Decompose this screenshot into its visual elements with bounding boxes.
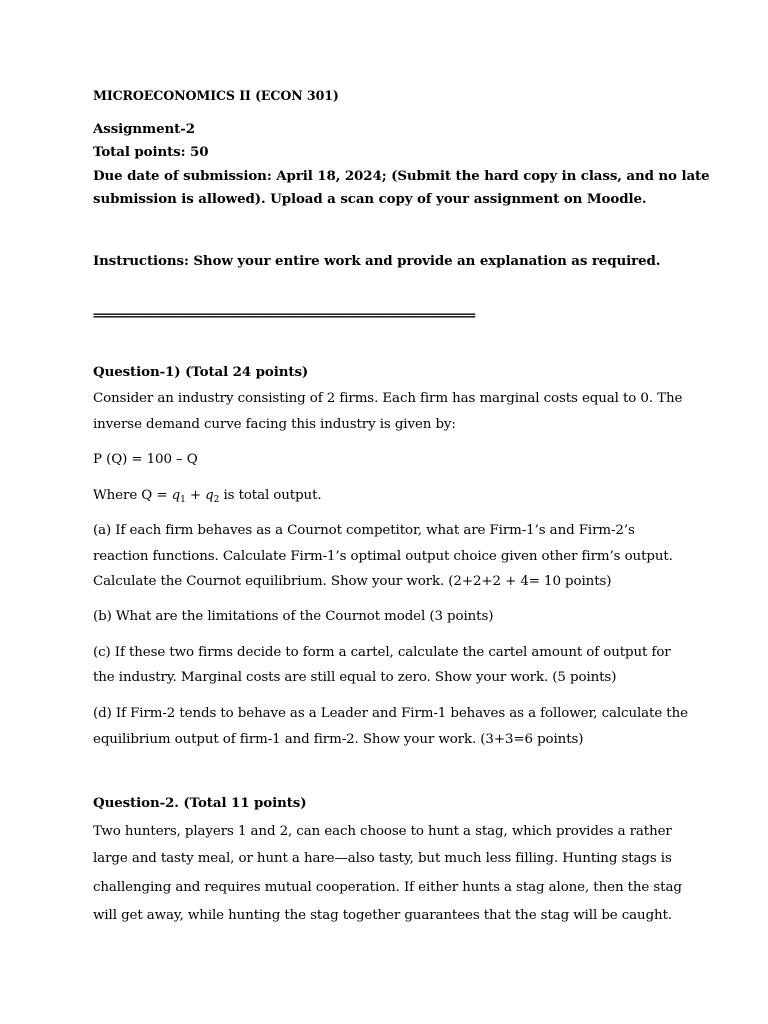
course-title: MICROECONOMICS II (ECON 301) (93, 88, 339, 103)
question-2-line-1: Two hunters, players 1 and 2, can each choose to hunt a stag, which provides a rather (93, 824, 672, 839)
question-1-intro-line-2: inverse demand curve facing this industry is given by: (93, 417, 456, 432)
demand-equation: P (Q) = 100 – Q (93, 452, 198, 467)
part-c-line-2: the industry. Marginal costs are still equal to zero. Show your work. (5 points) (93, 670, 617, 685)
separator-line: ================================================================== (93, 308, 475, 322)
part-d-line-2: equilibrium output of firm-1 and firm-2. Show your work. (3+3=6 points) (93, 732, 584, 747)
question-2-line-4: will get away, while hunting the stag together guarantees that the stag will be caught. (93, 908, 673, 923)
question-1-intro-line-1: Consider an industry consisting of 2 firms. Each firm has marginal costs equal to 0. The (93, 391, 683, 406)
assignment-label: Assignment-2 (93, 121, 195, 137)
part-b: (b) What are the limitations of the Cournot model (3 points) (93, 609, 494, 624)
q2-symbol: $q_2$ (205, 488, 220, 505)
instructions: Instructions: Show your entire work and provide an explanation as required. (93, 253, 661, 269)
question-2-line-2: large and tasty meal, or hunt a hare—also tasty, but much less filling. Hunting stags is (93, 851, 672, 866)
part-c-line-1: (c) If these two firms decide to form a cartel, calculate the cartel amount of output for (93, 645, 671, 660)
question-2-heading: Question-2. (Total 11 points) (93, 795, 307, 811)
due-date-line-1: Due date of submission: April 18, 2024; (Submit the hard copy in class, and no late (93, 168, 710, 184)
part-a-line-2: reaction functions. Calculate Firm-1’s optimal output choice given other firm’s output. (93, 549, 673, 564)
total-points: Total points: 50 (93, 144, 209, 160)
total-output-definition (93, 487, 322, 505)
due-date-line-2: submission is allowed). Upload a scan copy of your assignment on Moodle. (93, 191, 647, 207)
part-a-line-1: (a) If each firm behaves as a Cournot competitor, what are Firm-1’s and Firm-2’s (93, 523, 635, 538)
plus-sign: + (185, 488, 206, 503)
part-a-line-3: Calculate the Cournot equilibrium. Show your work. (2+2+2 + 4= 10 points) (93, 574, 612, 589)
question-1-heading: Question-1) (Total 24 points) (93, 364, 309, 380)
where-suffix: is total output. (219, 488, 322, 503)
question-2-line-3: challenging and requires mutual cooperation. If either hunts a stag alone, then the stag (93, 880, 682, 895)
q1-symbol: $q_1$ (171, 488, 186, 505)
where-prefix: Where Q = (93, 488, 172, 503)
part-d-line-1: (d) If Firm-2 tends to behave as a Leader and Firm-1 behaves as a follower, calculate the (93, 706, 688, 721)
